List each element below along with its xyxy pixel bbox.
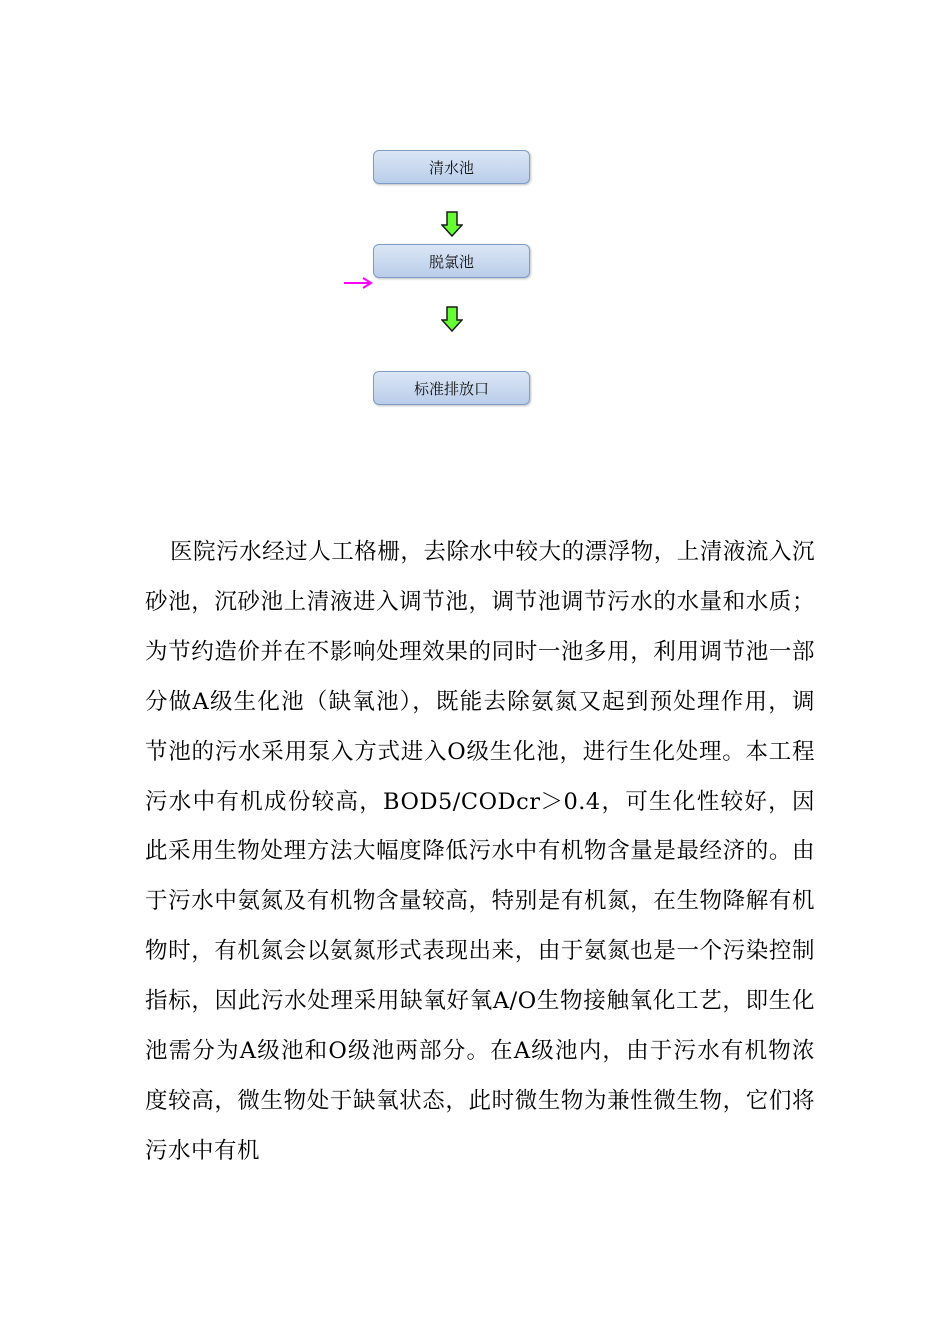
flow-step-clear-water-tank <box>373 150 530 184</box>
flow-step-standard-discharge-outlet <box>373 371 530 405</box>
body-paragraph: 医院污水经过人工格栅，去除水中较大的漂浮物，上清液流入沉砂池，沉砂池上清液进入调节池，调节池调节污水的水量和水质；为节约造价并在不影响处理效果的同时一池多用，利用调节池一部分做A级生化池（缺氧池），既能去除氨氮又起到预处理作用，调节池的污水采用泵入方式进入O级生化池，进行生化处理。本工程污水中有机成份较高，BOD5/CODcr＞0.4，可生化性较好，因此采用生物处理方法大幅度降低污水中有机物含量是最经济的。由于污水中氨氮及有机物含量较高，特别是有机氮，在生物降解有机物时，有机氮会以氨氮形式表现出来，由于氨氮也是一个污染控制指标，因此污水处理采用缺氧好氧A/O生物接触氧化工艺，即生化池需分为A级池和O级池两部分。在A级池内，由于污水有机物浓度较高，微生物处于缺氧状态，此时微生物为兼性微生物，它们将污水中有机 <box>145 539 815 1164</box>
flow-step-label: 清水池 <box>428 158 474 177</box>
flow-step-label: 标准排放口 <box>413 379 489 398</box>
flow-step-label: 脱氯池 <box>428 252 474 271</box>
flow-step-dechlorination-tank <box>373 244 530 278</box>
magenta-right-arrow-icon <box>343 276 373 290</box>
green-down-arrow-icon <box>441 211 463 237</box>
green-down-arrow-icon <box>441 306 463 332</box>
